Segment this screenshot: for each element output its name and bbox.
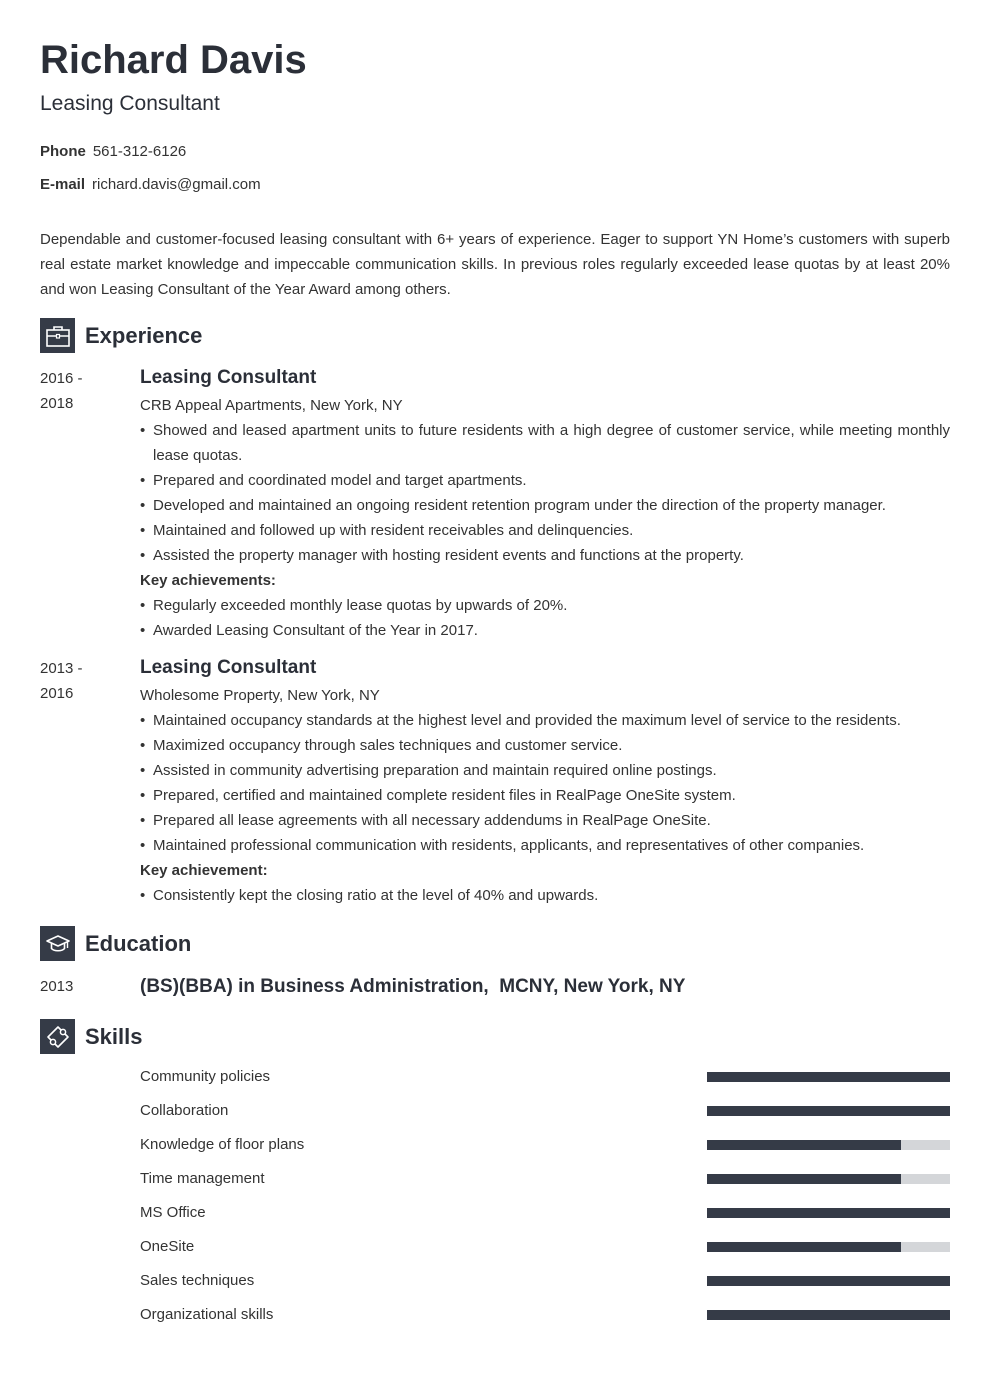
briefcase-icon bbox=[40, 318, 75, 353]
skill-name: OneSite bbox=[140, 1238, 195, 1255]
skill-name: Knowledge of floor plans bbox=[140, 1136, 305, 1153]
skill-level-bar bbox=[707, 1072, 950, 1082]
skill-level-fill bbox=[707, 1140, 901, 1150]
skill-level-bar bbox=[707, 1140, 950, 1150]
achievements-list bbox=[140, 883, 950, 908]
job-dates bbox=[40, 656, 130, 706]
list-item: • Maximized occupancy through sales techniques and customer service. bbox=[140, 733, 950, 758]
skill-name: Community policies bbox=[140, 1068, 271, 1085]
job-title: Leasing Consultant bbox=[140, 367, 317, 388]
list-item: • Consistently kept the closing ratio at the level of 40% and upwards. bbox=[140, 883, 950, 908]
skill-level-bar bbox=[707, 1208, 950, 1218]
skill-level-fill bbox=[707, 1276, 950, 1286]
job-dates bbox=[40, 366, 130, 416]
puzzle-piece-icon bbox=[40, 1019, 75, 1054]
job-entry bbox=[140, 365, 950, 643]
skill-row bbox=[140, 1305, 950, 1325]
education-section-heading bbox=[40, 926, 191, 961]
candidate-name: Richard Davis bbox=[40, 38, 307, 82]
skill-row bbox=[140, 1101, 950, 1121]
list-item: • Maintained professional communication with residents, applicants, and representatives of other companies. bbox=[140, 833, 950, 858]
achievements-list bbox=[140, 593, 950, 643]
skill-level-bar bbox=[707, 1174, 950, 1184]
skill-name: Time management bbox=[140, 1170, 265, 1187]
list-item: • Maintained occupancy standards at the highest level and provided the maximum level of service to the residents. bbox=[140, 708, 950, 733]
graduation-cap-icon bbox=[40, 926, 75, 961]
email-value: richard.davis@gmail.com bbox=[92, 176, 261, 193]
skill-level-bar bbox=[707, 1242, 950, 1252]
skill-row bbox=[140, 1271, 950, 1291]
list-item: • Awarded Leasing Consultant of the Year in 2017. bbox=[140, 618, 950, 643]
skill-level-fill bbox=[707, 1310, 950, 1320]
job-title: Leasing Consultant bbox=[140, 657, 317, 678]
skill-level-fill bbox=[707, 1208, 950, 1218]
candidate-title: Leasing Consultant bbox=[40, 92, 220, 115]
email-label: E-mail bbox=[40, 176, 86, 193]
list-item: • Prepared and coordinated model and target apartments. bbox=[140, 468, 950, 493]
skill-level-fill bbox=[707, 1242, 901, 1252]
job-date-start: 2016 - bbox=[40, 370, 83, 387]
list-item: • Prepared all lease agreements with all necessary addendums in RealPage OneSite. bbox=[140, 808, 950, 833]
list-item: • Showed and leased apartment units to future residents with a high degree of customer service, while meeting monthly lease quotas. bbox=[140, 418, 950, 468]
profile-summary: Dependable and customer-focused leasing consultant with 6+ years of experience. Eager to support YN Home’s customers with superb real estate market knowledge and impeccable communication skills. In previous roles regularly exceeded lease quotas by at least 20% and won Leasing Consultant of the Year Award among others. bbox=[40, 231, 950, 298]
phone-label: Phone bbox=[40, 143, 86, 160]
skill-level-bar bbox=[707, 1106, 950, 1116]
skills-section-heading bbox=[40, 1019, 142, 1054]
education-date: 2013 bbox=[40, 978, 74, 995]
skill-name: Sales techniques bbox=[140, 1272, 255, 1289]
skill-level-fill bbox=[707, 1072, 950, 1082]
achievements-heading: Key achievements: bbox=[140, 572, 276, 589]
skill-name: Organizational skills bbox=[140, 1306, 274, 1323]
email-row bbox=[40, 175, 261, 195]
list-item: • Assisted the property manager with hosting resident events and functions at the property. bbox=[140, 543, 950, 568]
skill-row bbox=[140, 1237, 950, 1257]
job-entry bbox=[140, 655, 950, 908]
job-date-start: 2013 - bbox=[40, 660, 83, 677]
skill-row bbox=[140, 1169, 950, 1189]
skill-level-bar bbox=[707, 1276, 950, 1286]
skill-name: Collaboration bbox=[140, 1102, 229, 1119]
skill-name: MS Office bbox=[140, 1204, 206, 1221]
job-company: Wholesome Property, New York, NY bbox=[140, 687, 380, 704]
skill-level-bar bbox=[707, 1310, 950, 1320]
job-duties-list bbox=[140, 418, 950, 568]
education-degree: (BS)(BBA) in Business Administration, MCNY, New York, NY bbox=[140, 976, 686, 997]
experience-heading: Experience bbox=[85, 322, 203, 348]
skill-row bbox=[140, 1067, 950, 1087]
list-item: • Maintained and followed up with resident receivables and delinquencies. bbox=[140, 518, 950, 543]
job-duties-list bbox=[140, 708, 950, 858]
skill-level-fill bbox=[707, 1106, 950, 1116]
skill-level-fill bbox=[707, 1174, 901, 1184]
job-company: CRB Appeal Apartments, New York, NY bbox=[140, 397, 403, 414]
skill-row bbox=[140, 1203, 950, 1223]
education-heading: Education bbox=[85, 930, 192, 956]
achievements-heading: Key achievement: bbox=[140, 862, 268, 879]
phone-value: 561-312-6126 bbox=[92, 143, 187, 160]
list-item: • Regularly exceeded monthly lease quotas by upwards of 20%. bbox=[140, 593, 950, 618]
skills-heading: Skills bbox=[85, 1023, 143, 1049]
list-item: • Assisted in community advertising preparation and maintain required online postings. bbox=[140, 758, 950, 783]
list-item: • Prepared, certified and maintained complete resident files in RealPage OneSite system. bbox=[140, 783, 950, 808]
job-date-end: 2018 bbox=[40, 395, 74, 412]
list-item: • Developed and maintained an ongoing resident retention program under the direction of the property manager. bbox=[140, 493, 950, 518]
skill-row bbox=[140, 1135, 950, 1155]
job-date-end: 2016 bbox=[40, 685, 74, 702]
phone-row bbox=[40, 142, 186, 162]
experience-section-heading bbox=[40, 318, 202, 353]
